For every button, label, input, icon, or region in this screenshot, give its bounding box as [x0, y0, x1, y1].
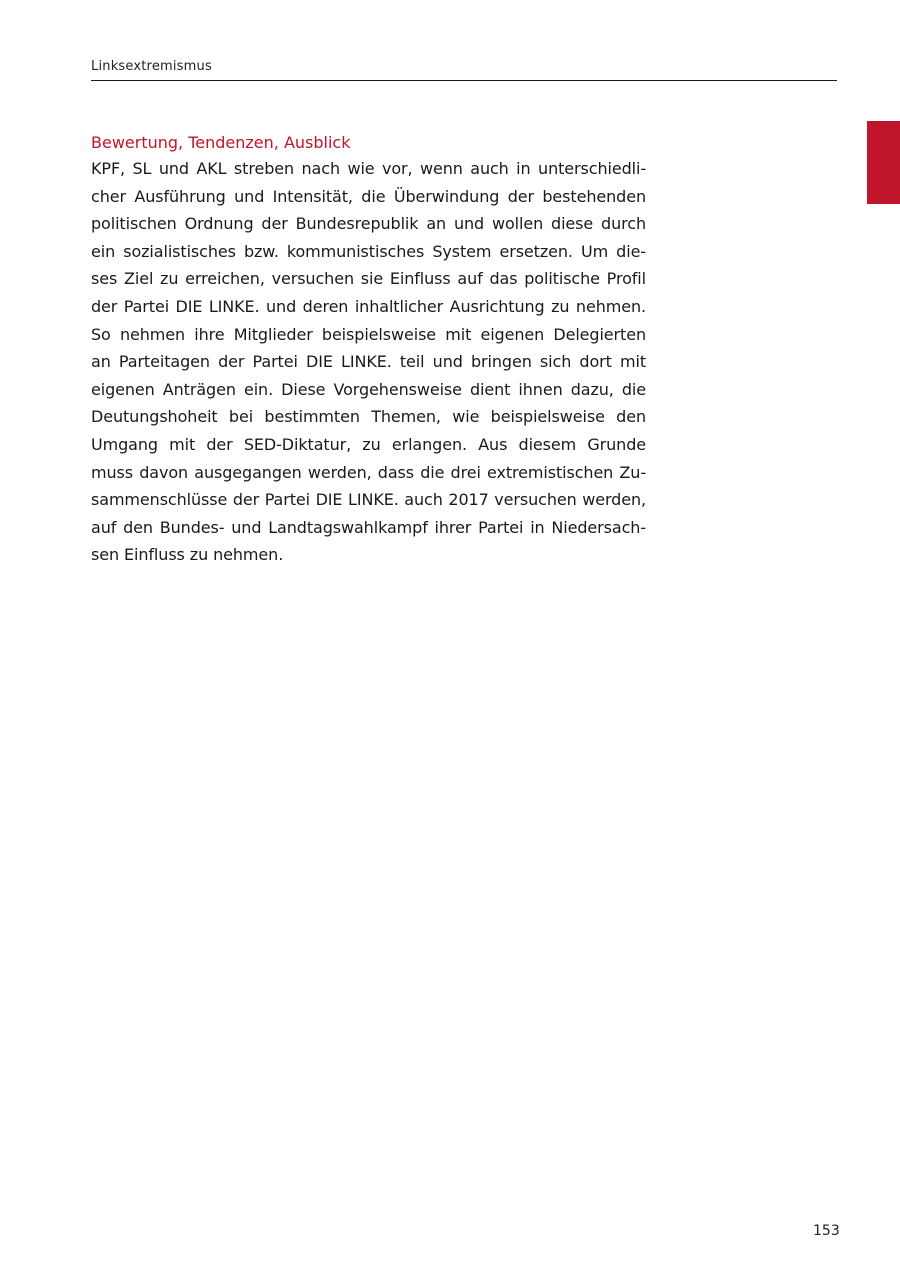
section-heading: Bewertung, Tendenzen, Ausblick — [91, 133, 351, 152]
page-number: 153 — [813, 1223, 840, 1239]
paragraph-line: sammenschlüsse der Partei DIE LINKE. auch 2017 versuchen werden, — [91, 490, 646, 510]
paragraph-line: sen Einfluss zu nehmen. — [91, 545, 284, 565]
paragraph-line: Umgang mit der SED-Diktatur, zu erlangen. Aus diesem Grunde — [91, 434, 646, 454]
paragraph-line: ses Ziel zu erreichen, versuchen sie Einfluss auf das politische Profil — [91, 269, 646, 289]
paragraph-line: muss davon ausgegangen werden, dass die drei extremistischen Zu- — [91, 462, 646, 482]
paragraph-line: auf den Bundes- und Landtagswahlkampf ihrer Partei in Niedersach- — [91, 517, 646, 537]
paragraph-line: cher Ausführung und Intensität, die Überwindung der bestehenden — [91, 186, 646, 206]
paragraph-line: So nehmen ihre Mitglieder beispielsweise mit eigenen Delegierten — [91, 324, 646, 344]
running-header-title: Linksextremismus — [91, 59, 212, 74]
paragraph-line: Deutungshoheit bei bestimmten Themen, wie beispielsweise den — [91, 407, 646, 427]
paragraph-line: ein sozialistisches bzw. kommunistisches System ersetzen. Um die- — [91, 241, 646, 261]
paragraph-line: eigenen Anträgen ein. Diese Vorgehensweise dient ihnen dazu, die — [91, 379, 646, 399]
paragraph-line: an Parteitagen der Partei DIE LINKE. teil und bringen sich dort mit — [91, 352, 646, 372]
main-content — [91, 131, 646, 569]
paragraph-line: KPF, SL und AKL streben nach wie vor, wenn auch in unterschiedli- — [91, 159, 646, 178]
chapter-tab-marker — [867, 121, 900, 204]
paragraph-line: politischen Ordnung der Bundesrepublik an und wollen diese durch — [91, 214, 646, 234]
header-divider — [91, 80, 837, 81]
body-paragraph — [91, 155, 646, 569]
paragraph-line: der Partei DIE LINKE. und deren inhaltlicher Ausrichtung zu nehmen. — [91, 296, 646, 316]
